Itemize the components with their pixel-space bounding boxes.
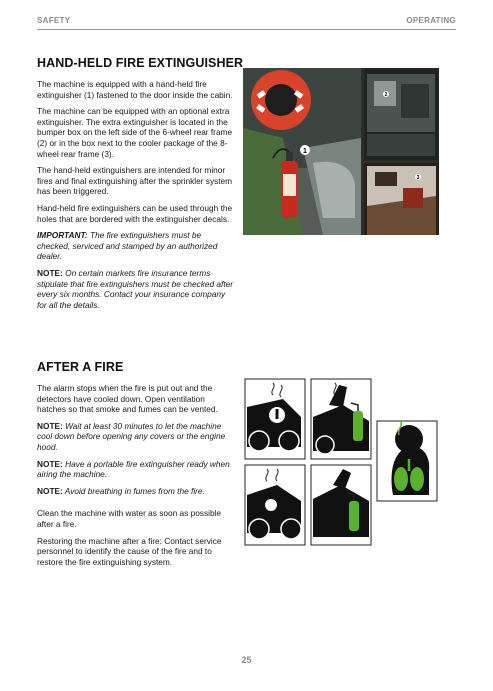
cooldown-pictogram — [245, 379, 305, 459]
note-text: Have a portable fire extinguisher ready when airing the machine. — [37, 458, 230, 480]
header-rule — [37, 29, 456, 30]
after-fire-pictograms — [243, 377, 439, 547]
fire-extinguisher-text — [37, 79, 233, 316]
ventilation-pictogram — [245, 465, 305, 545]
page-number: 25 — [241, 655, 252, 665]
fumes-note — [37, 486, 233, 497]
paragraph: The machine is equipped with a hand-held fire extinguisher (1) fastened to the door inside the cabin. — [37, 79, 233, 100]
note-label: NOTE: — [37, 458, 63, 469]
important-label: IMPORTANT: — [37, 230, 88, 241]
note-text: Avoid breathing in fumes from the fire. — [62, 485, 205, 496]
fire-extinguisher-photo — [243, 68, 439, 235]
important-note — [37, 230, 233, 262]
photo-callout-2: 2 — [384, 92, 388, 98]
header-section-label: SAFETY — [37, 16, 71, 25]
paragraph: Hand-held fire extinguishers can be used through the holes that are bordered with the extinguisher decals. — [37, 202, 233, 224]
insurance-note — [37, 268, 233, 310]
cooldown-note — [37, 421, 233, 453]
after-fire-text — [37, 383, 233, 573]
avoid-fumes-pictogram — [377, 421, 437, 501]
note-text: Wait at least 30 minutes to let the machine cool down before opening any covers or the engine hood. — [37, 420, 226, 452]
extinguisher-use-pictogram — [311, 465, 371, 545]
photo-callout-3: 3 — [416, 175, 420, 181]
extinguisher-decal-icon — [251, 70, 311, 130]
note-text: On certain markets fire insurance terms stipulate that fire extinguishers must be checked after every six months. Contact your insurance company for all the details. — [37, 267, 234, 310]
paragraph: Restoring the machine after a fire: Contact service personnel to identify the cause of the fire and to restore the fire extinguishing system. — [37, 535, 222, 567]
extinguisher-ready-note — [37, 459, 233, 480]
important-text: The fire extinguishers must be checked, serviced and stamped by an authorized dealer. — [37, 230, 218, 262]
photo-callout-1: 1 — [303, 148, 307, 155]
paragraph: The alarm stops when the fire is put out and the detectors have cooled down. Open ventilation hatches so that smoke and fumes can be vented. — [37, 383, 218, 415]
header-chapter-label: OPERATING — [406, 16, 456, 25]
note-label: NOTE: — [37, 485, 63, 496]
extinguisher-ready-pictogram — [311, 379, 371, 459]
section-title-fire-extinguisher: HAND-HELD FIRE EXTINGUISHER — [37, 56, 244, 70]
note-label: NOTE: — [37, 420, 63, 431]
paragraph: Clean the machine with water as soon as possible after a fire. — [37, 508, 222, 529]
note-label: NOTE: — [37, 267, 63, 278]
paragraph: The hand-held extinguishers are intended for minor fires and final extinguishing after the sprinkler system has been triggered. — [37, 165, 233, 197]
paragraph: The machine can be equipped with an optional extra extinguisher. The extra extinguisher is located in the bumper box on the left side of the 6-wheel rear frame (2) or in the box next to the cooler package of the 8-wheel rear frame (3). — [37, 106, 233, 159]
section-title-after-fire: AFTER A FIRE — [37, 360, 124, 374]
page-header — [37, 14, 456, 30]
